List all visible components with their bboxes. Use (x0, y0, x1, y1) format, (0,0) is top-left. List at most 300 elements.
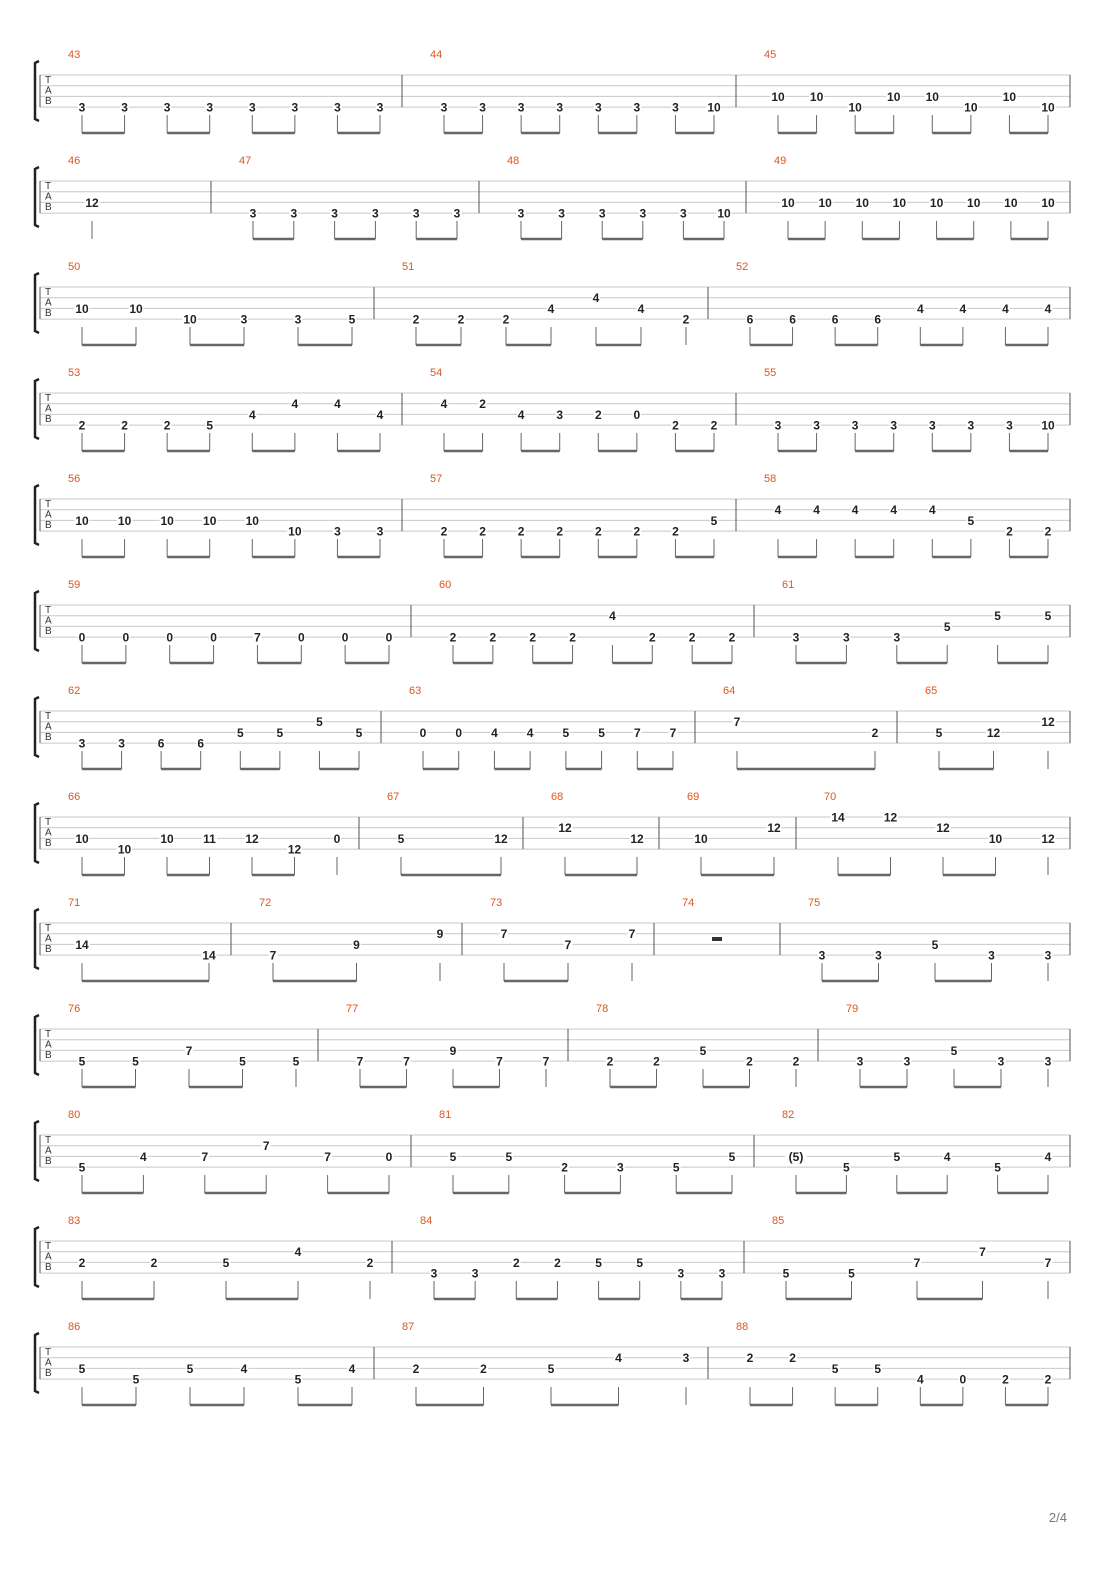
fret-number: 3 (517, 206, 525, 221)
measure-49 (774, 155, 1056, 239)
measure-number: 80 (68, 1109, 81, 1121)
measure-number: 59 (68, 579, 81, 591)
fret-number: 2 (479, 397, 486, 412)
fret-number: 5 (843, 1160, 850, 1175)
measure-54 (430, 367, 718, 451)
measure-number: 86 (68, 1321, 81, 1333)
measure-75 (808, 897, 1052, 981)
fret-number: 0 (419, 725, 427, 740)
fret-number: 5 (132, 1372, 140, 1387)
fret-number: 11 (203, 831, 216, 846)
measure-76 (68, 1003, 300, 1087)
fret-number: 6 (789, 312, 796, 327)
fret-number: 2 (457, 312, 465, 327)
fret-number: 4 (248, 407, 256, 422)
fret-number: 2 (569, 630, 576, 645)
fret-number: 6 (746, 312, 754, 327)
measure-number: 88 (736, 1321, 749, 1333)
fret-number: 7 (269, 948, 277, 963)
measure-66 (68, 791, 341, 875)
measure-44 (430, 49, 722, 133)
system-5 (35, 473, 1070, 557)
fret-number: 3 (453, 206, 461, 221)
fret-number: 12 (1041, 715, 1055, 730)
fret-number: 10 (1041, 100, 1055, 115)
measure-number: 44 (430, 49, 443, 61)
measure-number: 65 (925, 685, 938, 697)
measure-64 (723, 685, 879, 769)
fret-number: 10 (848, 100, 862, 115)
measure-77 (346, 1003, 550, 1087)
fret-number: 4 (526, 725, 534, 740)
fret-number: 3 (479, 100, 486, 115)
fret-number: 10 (707, 100, 721, 115)
fret-number: 2 (489, 630, 497, 645)
fret-number: 3 (430, 1266, 438, 1281)
fret-number: 5 (636, 1255, 644, 1270)
fret-number: 5 (132, 1054, 139, 1069)
fret-number: 5 (562, 725, 570, 740)
fret-number: 3 (78, 736, 86, 751)
fret-number: 3 (672, 100, 679, 115)
fret-number: 5 (78, 1160, 86, 1175)
fret-number: 10 (929, 195, 944, 210)
measure-78 (596, 1003, 800, 1087)
fret-number: 2 (1044, 1372, 1052, 1387)
fret-number: 12 (1041, 831, 1055, 846)
tab-clef-letter: T (45, 1347, 52, 1358)
system-13 (35, 1321, 1070, 1405)
fret-number: 4 (592, 291, 600, 306)
measure-85 (772, 1215, 1052, 1299)
fret-number: 5 (994, 609, 1001, 624)
measure-number: 45 (764, 49, 777, 61)
tab-clef-letter: T (45, 923, 52, 934)
fret-number: 2 (480, 1361, 487, 1376)
fret-number: 5 (931, 937, 939, 952)
measure-number: 48 (507, 155, 520, 167)
tab-clef-letter: A (45, 1039, 52, 1051)
fret-number: 10 (117, 513, 132, 528)
fret-number: 7 (500, 927, 508, 942)
fret-number: 2 (412, 1361, 420, 1376)
fret-number: 6 (831, 312, 839, 327)
fret-number: 4 (1044, 301, 1052, 316)
fret-number: 3 (633, 100, 641, 115)
fret-number: 7 (356, 1054, 364, 1069)
measure-62 (68, 685, 363, 769)
measure-number: 47 (239, 155, 252, 167)
fret-number: 3 (334, 100, 341, 115)
fret-number: 5 (236, 725, 244, 740)
measure-53 (68, 367, 384, 451)
fret-number: 4 (140, 1149, 147, 1164)
fret-number: 5 (348, 312, 356, 327)
fret-number: 12 (883, 810, 898, 825)
measure-72 (259, 897, 444, 981)
fret-number: 5 (831, 1361, 839, 1376)
fret-number: 5 (294, 1372, 302, 1387)
fret-number: 2 (163, 418, 171, 433)
tab-clef-letter: A (45, 297, 52, 309)
fret-number: 4 (813, 503, 820, 518)
fret-number: 14 (202, 948, 216, 963)
measure-68 (551, 791, 645, 875)
tab-clef-letter: A (45, 1145, 52, 1157)
tab-clef-letter: A (45, 191, 52, 203)
system-1 (35, 49, 1070, 133)
measure-number: 71 (68, 897, 81, 909)
tab-clef-letter: B (45, 626, 52, 637)
tab-clef-letter: T (45, 605, 52, 616)
fret-number: 2 (78, 1255, 86, 1270)
fret-number: 5 (505, 1149, 513, 1164)
fret-number: 4 (294, 1245, 302, 1260)
tab-clef-letter: B (45, 96, 52, 107)
fret-number: 2 (412, 312, 420, 327)
fret-number: 10 (75, 513, 89, 528)
fret-number: 4 (637, 301, 645, 316)
measure-43 (68, 49, 384, 133)
system-9 (35, 897, 1070, 981)
fret-number: 4 (440, 397, 448, 412)
measure-60 (439, 579, 736, 663)
fret-number: 2 (556, 524, 564, 539)
measure-58 (764, 473, 1052, 557)
system-bracket (35, 167, 39, 227)
measure-55 (764, 367, 1056, 451)
fret-number: 2 (728, 630, 736, 645)
fret-number: 7 (201, 1149, 209, 1164)
fret-number: 7 (669, 725, 677, 740)
fret-number: 4 (615, 1351, 622, 1366)
system-2 (35, 155, 1070, 239)
fret-number: 10 (1041, 195, 1055, 210)
fret-number: 2 (502, 312, 510, 327)
tab-clef-letter: B (45, 838, 52, 849)
system-bracket (35, 1015, 39, 1075)
fret-number: 2 (648, 630, 656, 645)
measure-63 (409, 685, 677, 769)
fret-number: 3 (376, 524, 384, 539)
fret-number: 2 (746, 1054, 753, 1069)
fret-number: 2 (150, 1255, 158, 1270)
tab-clef-letter: B (45, 414, 52, 425)
system-bracket (35, 379, 39, 439)
fret-number: 5 (316, 715, 323, 730)
system-6 (35, 579, 1070, 663)
fret-number: 5 (848, 1266, 855, 1281)
fret-number: 10 (887, 89, 901, 104)
fret-number: 4 (517, 407, 525, 422)
fret-number: 3 (875, 948, 882, 963)
measure-number: 68 (551, 791, 564, 803)
measure-70 (824, 791, 1056, 875)
measure-84 (420, 1215, 726, 1299)
fret-number: 3 (851, 418, 859, 433)
fret-number: 4 (291, 397, 299, 412)
system-bracket (35, 273, 39, 333)
fret-number: 7 (542, 1054, 550, 1069)
fret-number: 3 (997, 1054, 1005, 1069)
fret-number: 10 (160, 831, 174, 846)
measure-65 (925, 685, 1056, 769)
tab-clef-letter: T (45, 711, 52, 722)
fret-number: 7 (628, 927, 636, 942)
measure-82 (782, 1109, 1052, 1193)
fret-number: 2 (871, 725, 879, 740)
tab-clef-letter: T (45, 1029, 52, 1040)
measure-number: 75 (808, 897, 821, 909)
measure-number: 58 (764, 473, 777, 485)
fret-number: 0 (633, 407, 641, 422)
fret-number: 12 (767, 821, 781, 836)
fret-number: 3 (556, 100, 564, 115)
fret-number: 5 (397, 831, 405, 846)
measure-46 (68, 155, 100, 239)
measure-number: 72 (259, 897, 272, 909)
fret-number: 3 (412, 206, 420, 221)
fret-number: 14 (75, 937, 89, 952)
fret-number: 0 (341, 630, 349, 645)
measure-57 (430, 473, 718, 557)
fret-number: 2 (594, 407, 602, 422)
system-bracket (35, 485, 39, 545)
fret-number: 3 (1044, 948, 1052, 963)
fret-number: 10 (183, 312, 197, 327)
fret-number: 2 (78, 418, 86, 433)
fret-number: 4 (609, 609, 616, 624)
measure-number: 64 (723, 685, 736, 697)
fret-number: 5 (547, 1361, 555, 1376)
fret-number: 0 (455, 725, 463, 740)
measure-81 (439, 1109, 736, 1193)
fret-number: 4 (774, 503, 782, 518)
fret-number: 2 (554, 1255, 561, 1270)
fret-number: 4 (943, 1149, 951, 1164)
fret-number: 7 (564, 937, 572, 952)
fret-number: 5 (206, 418, 214, 433)
measure-number: 87 (402, 1321, 415, 1333)
fret-number: 5 (935, 725, 943, 740)
page-number: 2/4 (1048, 1510, 1067, 1525)
measure-86 (68, 1321, 356, 1405)
fret-number: 5 (78, 1361, 86, 1376)
fret-number: 3 (163, 100, 171, 115)
fret-number: 10 (1041, 418, 1055, 433)
fret-number: 12 (245, 831, 259, 846)
fret-number: 2 (606, 1054, 614, 1069)
measure-number: 53 (68, 367, 81, 379)
measure-69 (687, 791, 782, 875)
fret-number: 0 (210, 630, 217, 645)
fret-number: 3 (818, 948, 826, 963)
fret-number: 2 (1044, 524, 1052, 539)
fret-number: 10 (717, 206, 731, 221)
fret-number: 10 (988, 831, 1003, 846)
fret-number: 3 (774, 418, 782, 433)
measure-61 (782, 579, 1052, 663)
fret-number: 3 (1044, 1054, 1052, 1069)
fret-number: 9 (436, 927, 444, 942)
measure-56 (68, 473, 384, 557)
fret-number: 5 (994, 1160, 1001, 1175)
fret-number: 0 (333, 831, 341, 846)
tab-clef-letter: A (45, 85, 52, 97)
fret-number: 3 (893, 630, 901, 645)
fret-number: 6 (157, 736, 165, 751)
system-12 (35, 1215, 1070, 1299)
tab-clef-letter: B (45, 202, 52, 213)
fret-number: 4 (348, 1361, 356, 1376)
fret-number: 5 (222, 1255, 230, 1270)
fret-number: 0 (166, 630, 174, 645)
fret-number: 7 (185, 1043, 193, 1058)
fret-number: 5 (78, 1054, 86, 1069)
fret-number: 7 (262, 1139, 270, 1154)
fret-number: 3 (677, 1266, 685, 1281)
fret-number: 2 (1002, 1372, 1009, 1387)
fret-number: 3 (249, 206, 257, 221)
fret-number: (5) (788, 1149, 804, 1164)
measure-number: 52 (736, 261, 749, 273)
tab-clef-letter: T (45, 1241, 52, 1252)
fret-number: 3 (1006, 418, 1013, 433)
fret-number: 3 (594, 100, 602, 115)
system-bracket (35, 1333, 39, 1393)
measure-number: 70 (824, 791, 837, 803)
measure-number: 49 (774, 155, 787, 167)
fret-number: 3 (556, 407, 564, 422)
fret-number: 2 (1006, 524, 1013, 539)
fret-number: 2 (789, 1351, 796, 1366)
fret-number: 2 (366, 1255, 374, 1270)
measure-number: 61 (782, 579, 795, 591)
fret-number: 3 (967, 418, 975, 433)
measure-52 (736, 261, 1052, 345)
fret-number: 3 (856, 1054, 864, 1069)
system-10 (35, 1003, 1070, 1087)
tab-clef-letter: T (45, 181, 52, 192)
tab-clef-letter: B (45, 308, 52, 319)
fret-number: 10 (964, 100, 978, 115)
fret-number: 6 (874, 312, 882, 327)
system-8 (35, 791, 1070, 875)
fret-number: 3 (248, 100, 256, 115)
fret-number: 10 (818, 195, 832, 210)
fret-number: 5 (598, 725, 605, 740)
fret-number: 7 (913, 1255, 921, 1270)
fret-number: 3 (440, 100, 448, 115)
fret-number: 4 (916, 1372, 924, 1387)
fret-number: 10 (781, 195, 795, 210)
fret-number: 3 (290, 206, 298, 221)
fret-number: 10 (925, 89, 939, 104)
fret-number: 3 (334, 524, 341, 539)
tab-clef-letter: T (45, 499, 52, 510)
fret-number: 7 (254, 630, 261, 645)
measure-number: 69 (687, 791, 700, 803)
fret-number: 2 (561, 1160, 568, 1175)
system-bracket (35, 1121, 39, 1181)
measure-73 (490, 897, 636, 981)
fret-number: 0 (385, 630, 393, 645)
system-bracket (35, 1227, 39, 1287)
measure-number: 56 (68, 473, 81, 485)
tab-clef-letter: A (45, 1251, 52, 1263)
fret-number: 10 (75, 831, 89, 846)
fret-number: 4 (851, 503, 859, 518)
fret-number: 5 (967, 513, 975, 528)
fret-number: 3 (617, 1160, 624, 1175)
fret-number: 7 (324, 1149, 331, 1164)
fret-number: 10 (809, 89, 824, 104)
measure-83 (68, 1215, 374, 1299)
fret-number: 7 (733, 715, 741, 730)
measure-number: 54 (430, 367, 443, 379)
fret-number: 9 (449, 1043, 457, 1058)
fret-number: 2 (710, 418, 718, 433)
fret-number: 10 (75, 301, 89, 316)
measure-number: 46 (68, 155, 81, 167)
fret-number: 5 (276, 725, 284, 740)
fret-number: 12 (85, 195, 99, 210)
fret-number: 4 (928, 503, 936, 518)
fret-number: 5 (1044, 609, 1052, 624)
fret-number: 4 (1002, 301, 1009, 316)
fret-number: 3 (517, 100, 525, 115)
fret-number: 3 (903, 1054, 911, 1069)
fret-number: 2 (529, 630, 537, 645)
measure-number: 51 (402, 261, 415, 273)
measure-80 (68, 1109, 393, 1193)
fret-number: 5 (874, 1361, 882, 1376)
fret-number: 5 (950, 1043, 958, 1058)
measure-47 (239, 155, 461, 239)
fret-number: 3 (471, 1266, 479, 1281)
fret-number: 5 (943, 619, 951, 634)
fret-number: 5 (449, 1149, 457, 1164)
measure-number: 76 (68, 1003, 81, 1015)
fret-number: 10 (892, 195, 907, 210)
fret-number: 2 (449, 630, 457, 645)
fret-number: 2 (746, 1351, 754, 1366)
fret-number: 0 (297, 630, 305, 645)
fret-number: 5 (699, 1043, 707, 1058)
tab-clef-letter: T (45, 1135, 52, 1146)
system-11 (35, 1109, 1070, 1193)
fret-number: 5 (355, 725, 363, 740)
fret-number: 4 (916, 301, 924, 316)
system-7 (35, 685, 1070, 769)
fret-number: 12 (986, 725, 1001, 740)
fret-number: 12 (494, 831, 508, 846)
fret-number: 4 (491, 725, 498, 740)
fret-number: 10 (967, 195, 981, 210)
system-bracket (35, 909, 39, 969)
system-bracket (35, 591, 39, 651)
fret-number: 3 (928, 418, 936, 433)
measure-51 (402, 261, 690, 345)
measure-59 (68, 579, 393, 663)
fret-number: 3 (291, 100, 299, 115)
fret-number: 3 (718, 1266, 726, 1281)
fret-number: 3 (682, 1351, 690, 1366)
fret-number: 5 (893, 1149, 901, 1164)
fret-number: 3 (558, 206, 565, 221)
fret-number: 3 (294, 312, 302, 327)
fret-number: 2 (512, 1255, 520, 1270)
